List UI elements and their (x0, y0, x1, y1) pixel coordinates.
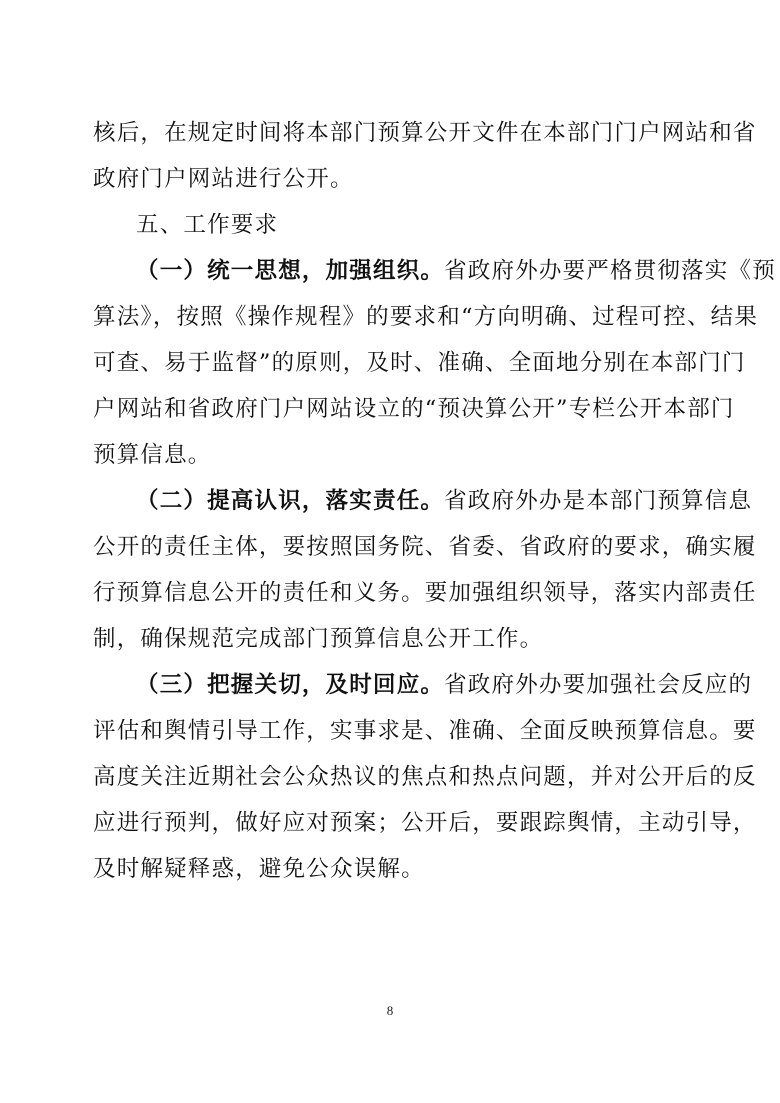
item-first-line (136, 486, 753, 516)
body-line: 行预算信息公开的责任和义务。要加强组织领导，落实内部责任 (93, 580, 757, 606)
body-line: 应进行预判，做好应对预案；公开后，要跟踪舆情，主动引导， (93, 810, 757, 836)
body-line: 制，确保规范完成部门预算信息公开工作。 (93, 626, 544, 652)
item-title: （二）提高认识，落实责任。 (136, 488, 445, 514)
item-text: 省政府外办是本部门预算信息 (444, 488, 753, 514)
body-line: 高度关注近期社会公众热议的焦点和热点问题，并对公开后的反 (93, 764, 757, 790)
body-line: 评估和舆情引导工作，实事求是、准确、全面反映预算信息。要 (93, 718, 757, 744)
item-first-line (136, 256, 776, 286)
section-heading: 五、工作要求 (136, 212, 279, 238)
page-number: 8 (386, 1003, 394, 1018)
body-line: 户网站和省政府门户网站设立的“预决算公开”专栏公开本部门 (93, 396, 735, 422)
item-text: 省政府外办要严格贯彻落实《预 (444, 258, 776, 284)
body-line: 可查、易于监督”的原则，及时、准确、全面地分别在本部门门 (93, 350, 746, 376)
body-line: 算法》，按照《操作规程》的要求和“方向明确、过程可控、结果 (93, 304, 759, 330)
item-text: 省政府外办要加强社会反应的 (444, 672, 753, 698)
body-line: 核后，在规定时间将本部门预算公开文件在本部门门户网站和省 (93, 120, 757, 146)
item-title: （一）统一思想，加强组织。 (136, 258, 445, 284)
body-line: 政府门户网站进行公开。 (93, 166, 354, 192)
body-line: 公开的责任主体，要按照国务院、省委、省政府的要求，确实履 (93, 534, 757, 560)
item-title: （三）把握关切，及时回应。 (136, 672, 445, 698)
body-line: 预算信息。 (93, 442, 212, 468)
body-line: 及时解疑释惑，避免公众误解。 (93, 856, 425, 882)
item-first-line (136, 670, 753, 700)
